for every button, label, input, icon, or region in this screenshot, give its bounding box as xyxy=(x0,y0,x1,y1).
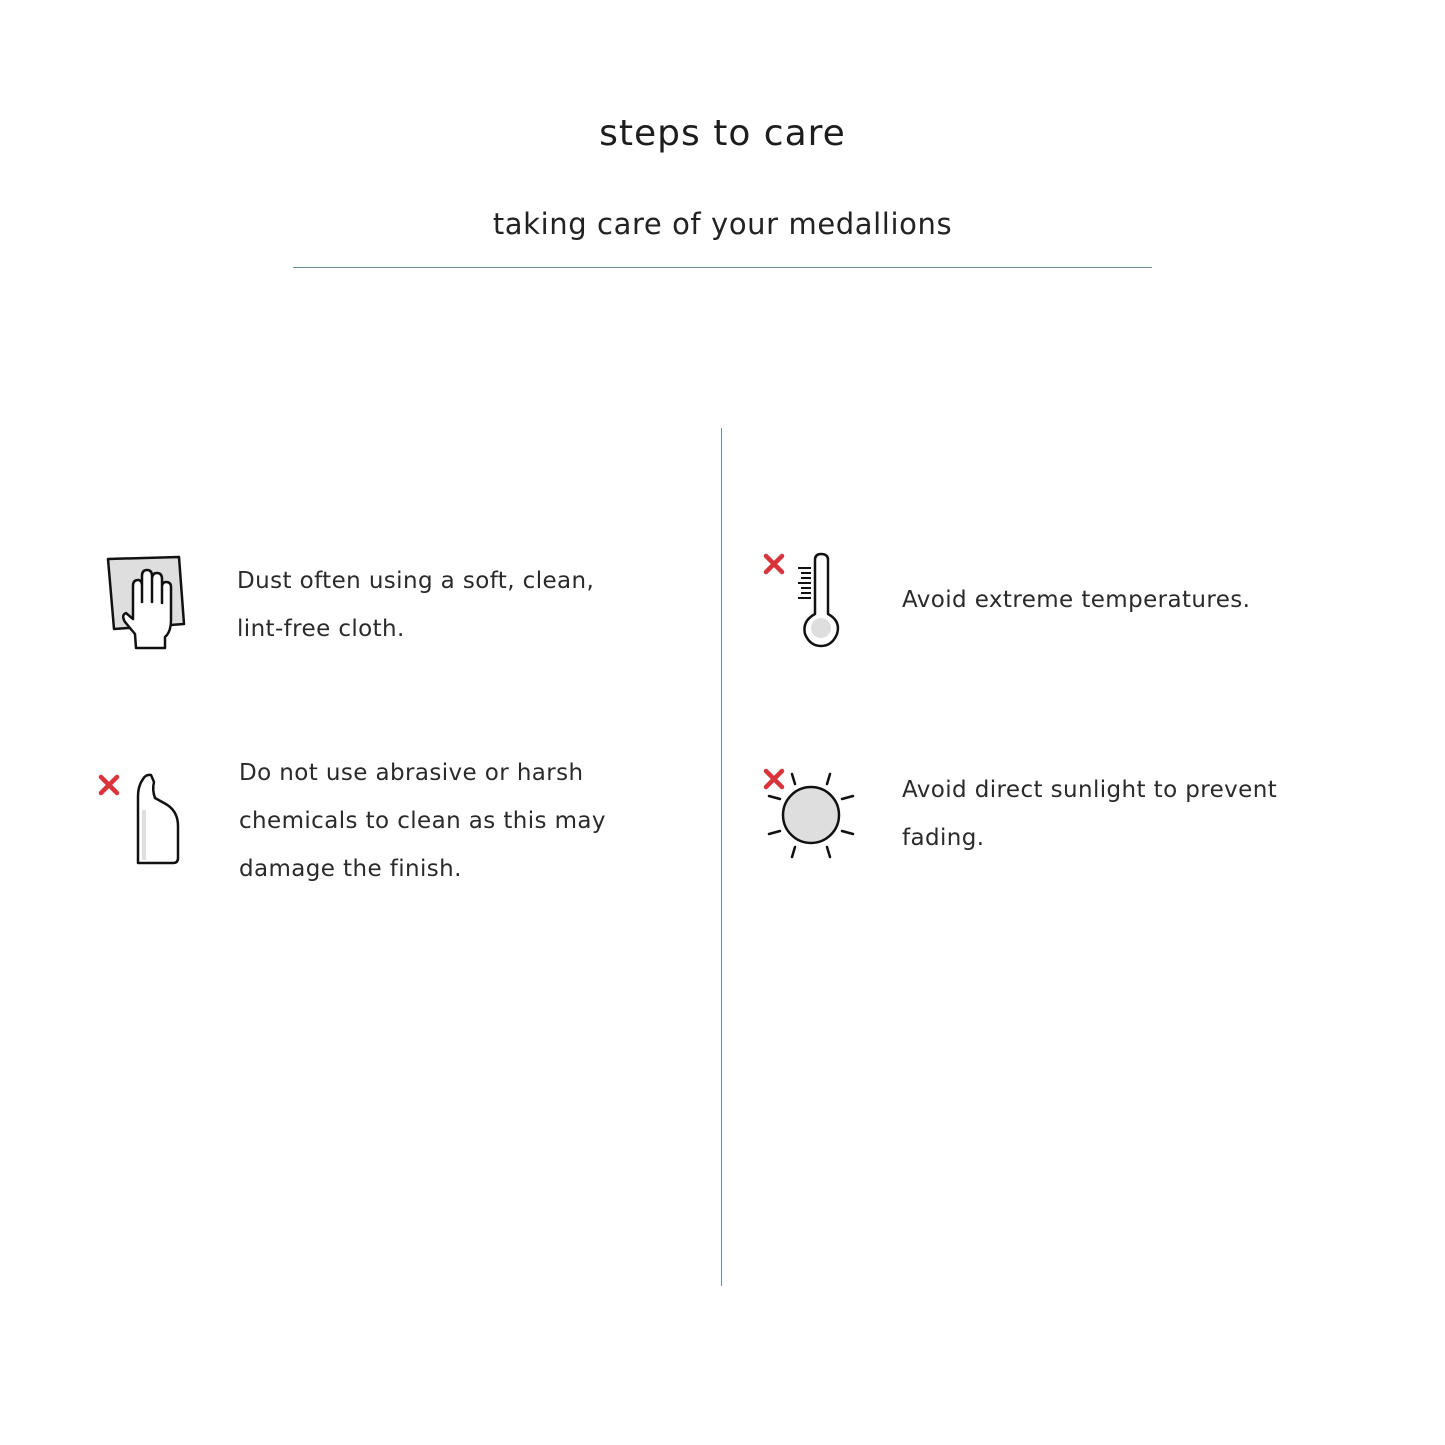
tip-text-temperature: Avoid extreme temperatures. xyxy=(902,587,1251,613)
page-subtitle: taking care of your medallions xyxy=(492,207,953,241)
tip-text-dust: Dust often using a soft, clean, lint-free cloth. xyxy=(237,568,595,642)
tip-text-sunlight: Avoid direct sunlight to prevent fading. xyxy=(902,777,1278,851)
sun-icon xyxy=(762,768,858,864)
prohibited-mark-icon xyxy=(762,552,786,576)
header-divider xyxy=(293,267,1152,268)
column-divider xyxy=(721,428,722,1286)
page-title: steps to care xyxy=(599,113,846,154)
cleaning-bottle-icon xyxy=(128,770,186,870)
tip-text-chemicals: Do not use abrasive or harsh chemicals to clean as this may damage the finish. xyxy=(239,760,606,882)
prohibited-mark-icon xyxy=(97,773,121,797)
hand-cloth-icon xyxy=(104,554,188,654)
thermometer-icon xyxy=(792,550,848,650)
